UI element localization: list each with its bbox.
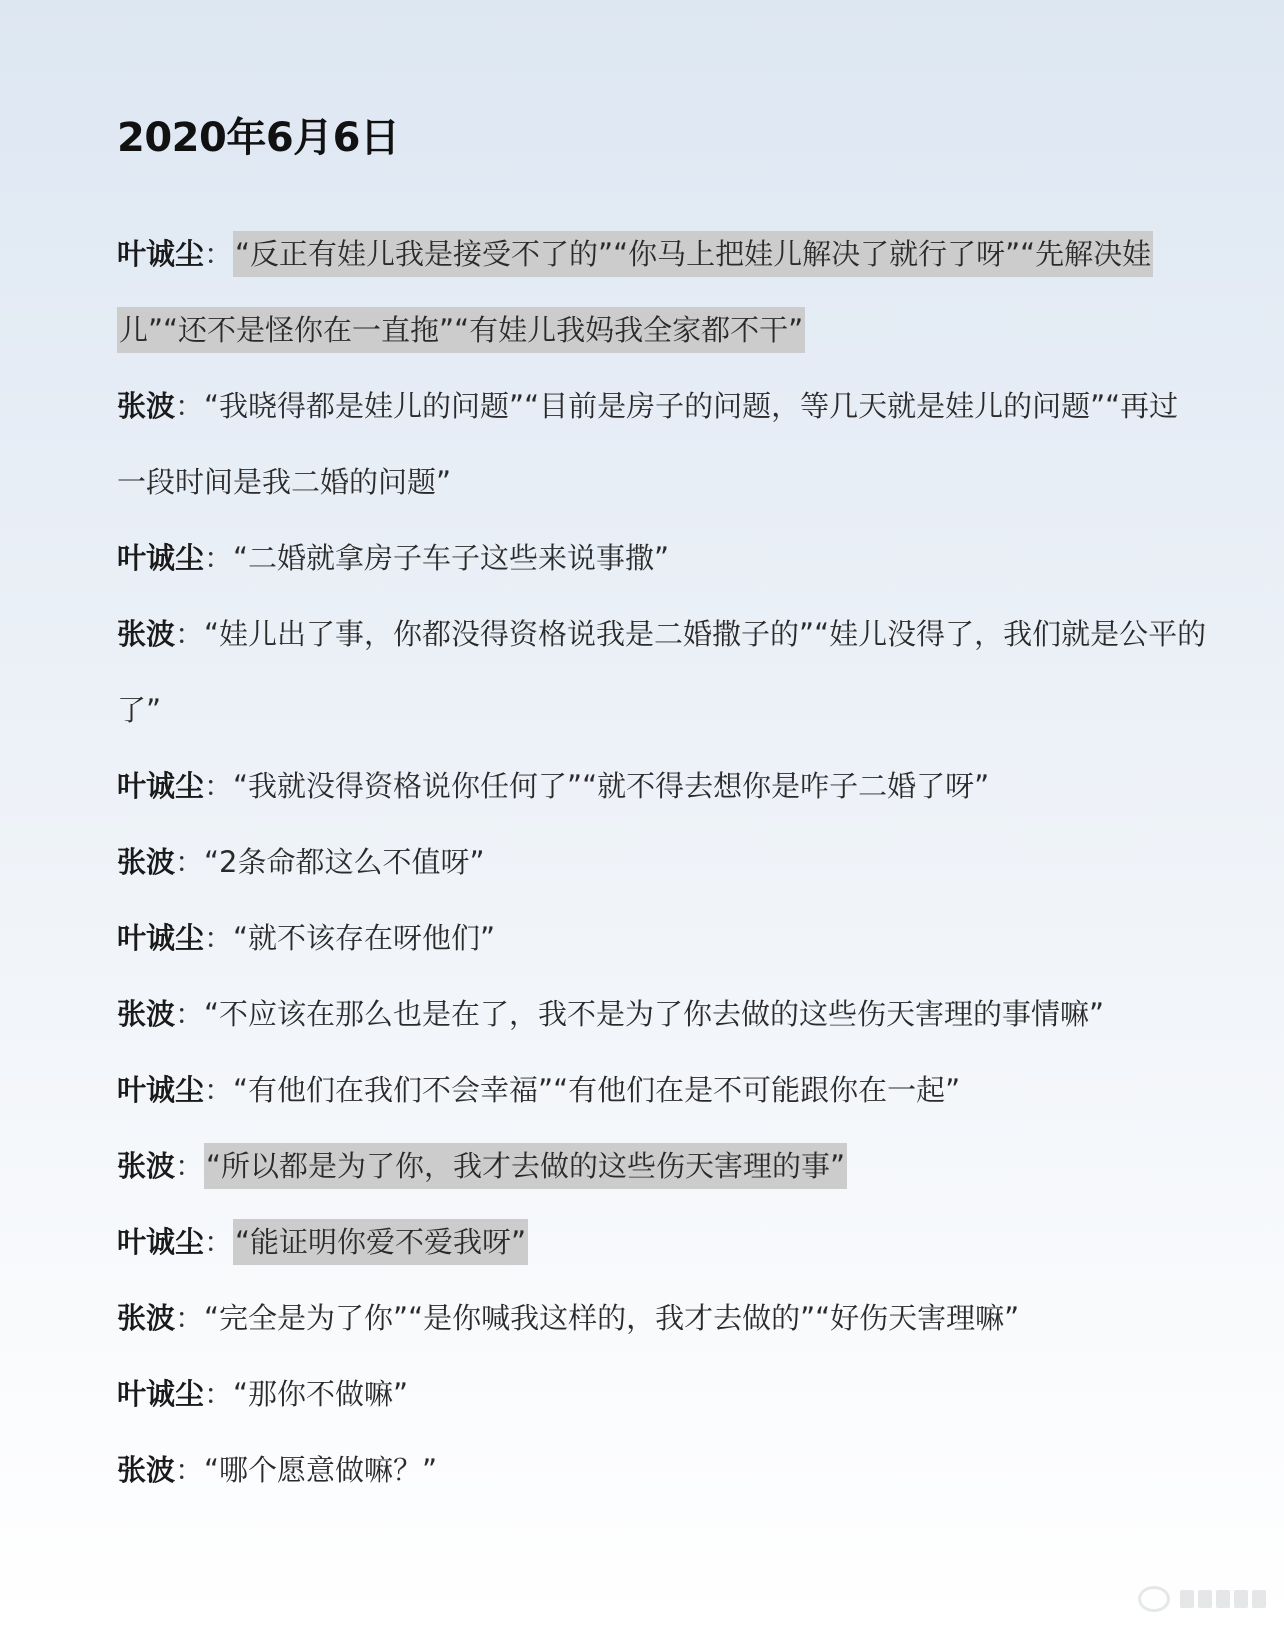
dialogue-line [117, 976, 1207, 1052]
quote-text: “完全是为了你”“是你喊我这样的，我才去做的”“好伤天害理嘛” [204, 1301, 1020, 1335]
dialogue-line [117, 520, 1207, 596]
speaker-separator: ： [204, 921, 234, 955]
dialogue-line [117, 824, 1207, 900]
quote-text: “不应该在那么也是在了，我不是为了你去做的这些伤天害理的事情嘛” [204, 997, 1105, 1031]
quote-text: “哪个愿意做嘛？” [204, 1453, 438, 1487]
speaker-separator: ： [204, 541, 234, 575]
speaker-name: 叶诚尘 [117, 541, 205, 575]
quote-text: “二婚就拿房子车子这些来说事撒” [233, 541, 670, 575]
speaker-separator: ： [175, 997, 205, 1031]
quote-text: “所以都是为了你，我才去做的这些伤天害理的事” [204, 1143, 847, 1189]
watermark-glyph-icon [1198, 1590, 1212, 1608]
speaker-name: 叶诚尘 [117, 921, 205, 955]
speaker-name: 张波 [117, 845, 176, 879]
speaker-name: 张波 [117, 389, 176, 423]
speaker-separator: ： [175, 845, 205, 879]
dialogue-line [117, 1128, 1207, 1204]
dialogue-line [117, 1280, 1207, 1356]
quote-text: “能证明你爱不爱我呀” [233, 1219, 528, 1265]
dialogue-line [117, 1356, 1207, 1432]
watermark-glyph-icon [1234, 1590, 1248, 1608]
quote-text: “2条命都这么不值呀” [204, 845, 485, 879]
speaker-name: 叶诚尘 [117, 1073, 205, 1107]
speaker-name: 张波 [117, 1453, 176, 1487]
quote-text: “有他们在我们不会幸福”“有他们在是不可能跟你在一起” [233, 1073, 961, 1107]
speaker-separator: ： [204, 1377, 234, 1411]
speaker-name: 张波 [117, 1301, 176, 1335]
dialogue-line [117, 1204, 1207, 1280]
dialogue-line [117, 1432, 1207, 1508]
speaker-name: 叶诚尘 [117, 1225, 205, 1259]
speaker-name: 叶诚尘 [117, 1377, 205, 1411]
watermark-ring-icon [1138, 1586, 1170, 1612]
dialogue-line [117, 1052, 1207, 1128]
dialogue-line [117, 900, 1207, 976]
speaker-separator: ： [175, 1301, 205, 1335]
speaker-separator: ： [204, 1073, 234, 1107]
speaker-name: 张波 [117, 1149, 176, 1183]
date-title: 2020年6月6日 [117, 115, 400, 161]
watermark-glyph-icon [1180, 1590, 1194, 1608]
quote-text: “我晓得都是娃儿的问题”“目前是房子的问题，等几天就是娃儿的问题”“再过一段时间是我二婚的问题” [117, 389, 1179, 499]
speaker-separator: ： [175, 617, 205, 651]
speaker-separator: ： [175, 389, 205, 423]
speaker-separator: ： [204, 237, 234, 271]
dialogue-transcript [117, 216, 1207, 1508]
speaker-name: 张波 [117, 617, 176, 651]
speaker-name: 张波 [117, 997, 176, 1031]
dialogue-line [117, 368, 1207, 520]
watermark-logo [1091, 1584, 1266, 1614]
quote-text: “反正有娃儿我是接受不了的”“你马上把娃儿解决了就行了呀”“先解决娃儿”“还不是怪你在一直拖”“有娃儿我妈我全家都不干” [117, 231, 1153, 353]
quote-text: “就不该存在呀他们” [233, 921, 496, 955]
speaker-separator: ： [204, 769, 234, 803]
dialogue-line [117, 216, 1207, 368]
speaker-name: 叶诚尘 [117, 237, 205, 271]
watermark-glyph-icon [1216, 1590, 1230, 1608]
quote-text: “我就没得资格说你任何了”“就不得去想你是咋子二婚了呀” [233, 769, 990, 803]
speaker-separator: ： [204, 1225, 234, 1259]
dialogue-line [117, 748, 1207, 824]
speaker-name: 叶诚尘 [117, 769, 205, 803]
watermark-glyph-icon [1252, 1590, 1266, 1608]
quote-text: “那你不做嘛” [233, 1377, 409, 1411]
speaker-separator: ： [175, 1149, 205, 1183]
speaker-separator: ： [175, 1453, 205, 1487]
quote-text: “娃儿出了事，你都没得资格说我是二婚撒子的”“娃儿没得了，我们就是公平的了” [117, 617, 1207, 727]
dialogue-line [117, 596, 1207, 748]
